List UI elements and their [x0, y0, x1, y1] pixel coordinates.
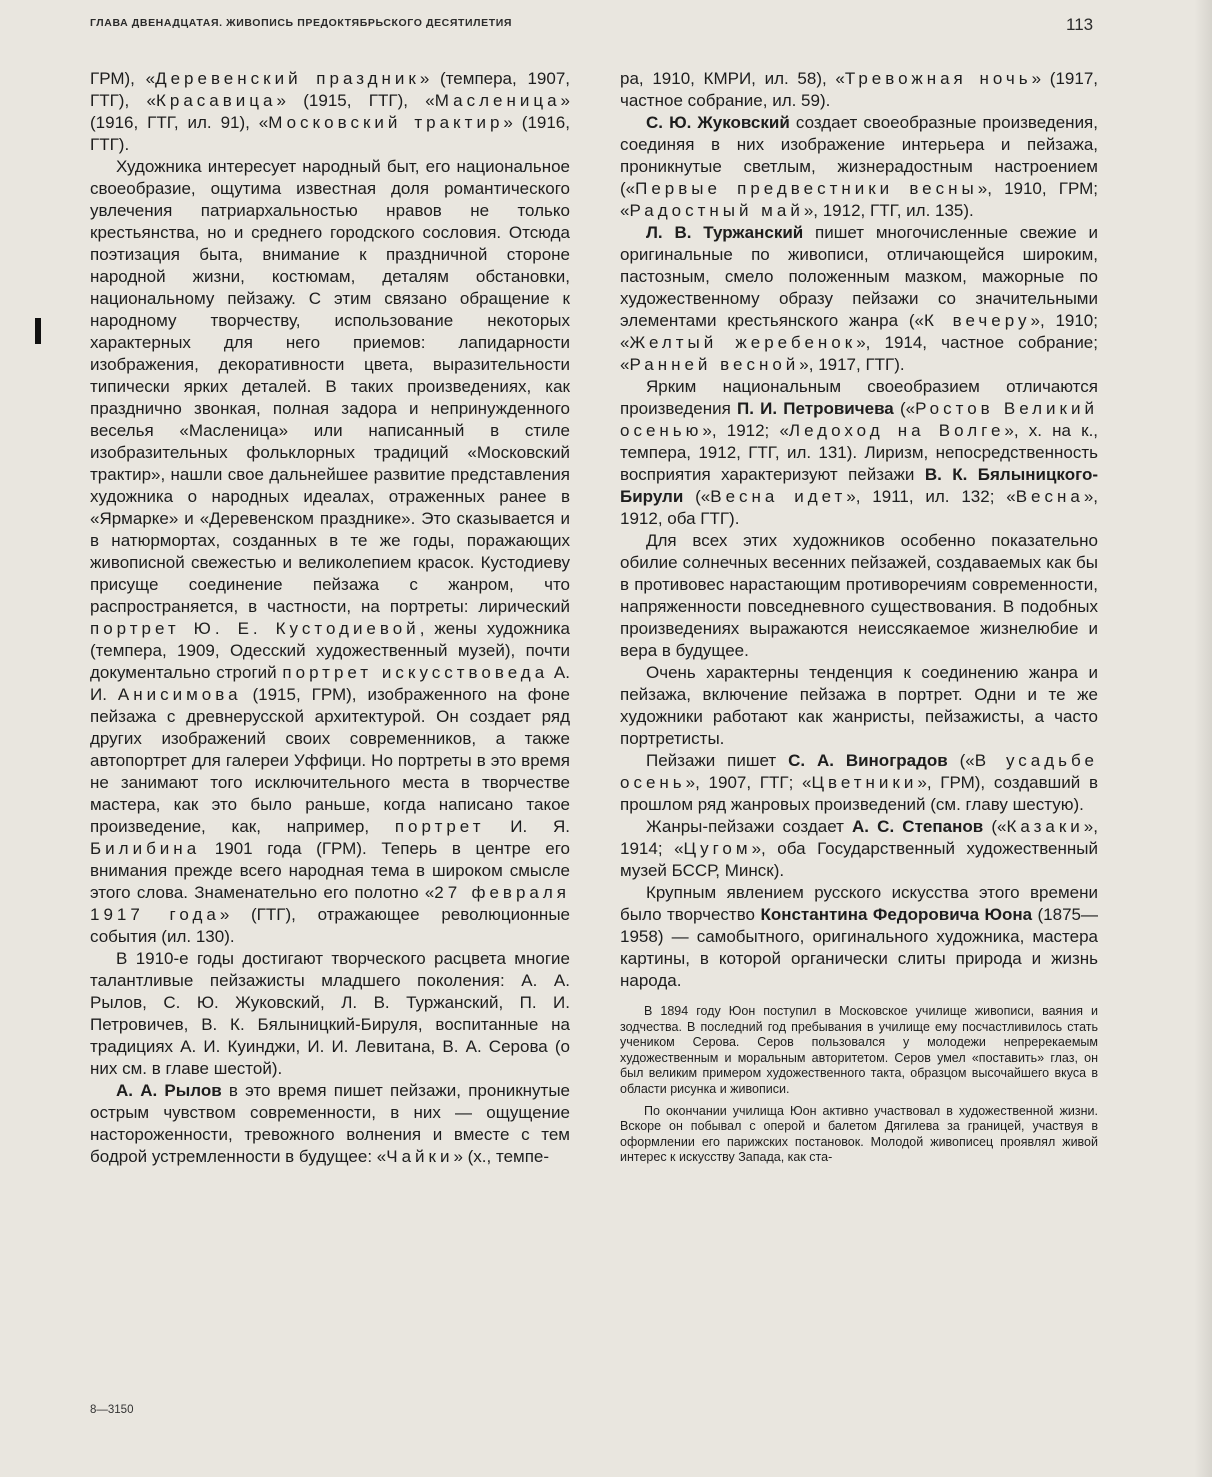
printer-signature: 8—3150 [90, 1404, 134, 1416]
paragraph: Пейзажи пишет С. А. Виноградов («В усадьбе осень», 1907, ГТГ; «Цветники», ГРМ), создавший в прошлом ряд жанровых произведений (см. главу шестую). [620, 751, 1099, 814]
artist-name: Л. В. Туржанский [646, 223, 804, 242]
page-fold-shadow [1194, 0, 1212, 1477]
artist-name: П. И. Петровичева [737, 399, 894, 418]
small-print-notes [620, 1004, 1098, 1166]
artist-name: С. Ю. Жуковский [646, 113, 790, 132]
artist-name: Константина Федоровича Юона [760, 905, 1033, 924]
right-column [620, 68, 1098, 1166]
paragraph: ГРМ), «Деревенский праздник» (темпера, 1907, ГТГ), «Красавица» (1915, ГТГ), «Масленица» (1916, ГТГ, ил. 91), «Московский трактир» (1916, ГТГ). [90, 69, 570, 154]
paragraph: Художника интересует народный быт, его национальное своеобразие, ощутима известная доля романтического увлечения патриархальностью нравов не только крестьянства, но и среднего городского сословия. Отсюда поэтизация быта, внимание к праздничной стороне народной жизни, костюмам, деталям обстановки, национальному пейзажу. С этим связано обращение к народному творчеству, использование некоторых характерных для него приемов: лапидарности изображения, декоративности цвета, выразительности типически ярких деталей. В таких произведениях, как празднично звонкая, полная задора и непринужденного веселья «Масленица» или написанный в стиле изобразительных фольклорных традиций «Московский трактир», нашли свое дальнейшее развитие представления художника о народных идеалах, отраженных ранее в «Ярмарке» и «Деревенском празднике». Это сказывается и в натюрмортах, созданных в те же годы, поражающих живописной свежестью и великолепием красок. Кустодиеву присуще соединение пейзажа с жанром, что распространяется, в частности, на портреты: лирический портрет Ю. Е. Кустодиевой, жены художника (темпера, 1909, Одесский художественный музей), почти документально строгий портрет искусствоведа А. И. Анисимова (1915, ГРМ), изображенного на фоне пейзажа с древнерусской архитектурой. Он создает ряд других изображений своих современников, а также автопортрет для галереи Уффици. Но портреты в это время не занимают того исключительного места в творчестве мастера, как это было раньше, когда написано такое произведение, как, например, портрет И. Я. Билибина 1901 года (ГРМ). Теперь в центре его внимания прежде всего народная тема в широком смысле этого слова. Знаменательно его полотно «27 февраля 1917 года» (ГТГ), отражающее революционные события (ил. 130). [90, 157, 570, 946]
note-paragraph: В 1894 году Юон поступил в Московское училище живописи, ваяния и зодчества. В последний год пребывания в училище ему посчастливилось стать учеником Серова. Серов пользовался у молодежи непререкаемым художественным и моральным авторитетом. Серов умел «поставить» глаз, он был великим примером художественного такта, образцом высочайшего вкуса в области рисунка и живописи. [620, 1004, 1098, 1096]
artist-name: А. С. Степанов [852, 817, 984, 836]
paragraph: С. Ю. Жуковский создает своеобразные произведения, соединяя в них изображение интерьера и пейзажа, проникнутые светлым, жизнерадостным настроением («Первые предвестники весны», 1910, ГРМ; «Радостный май», 1912, ГТГ, ил. 135). [620, 113, 1098, 220]
paragraph: ра, 1910, КМРИ, ил. 58), «Тревожная ночь» (1917, частное собрание, ил. 59). [620, 69, 1098, 110]
margin-mark [35, 318, 41, 344]
artist-name: С. А. Виноградов [788, 751, 948, 770]
page-number: 113 [1066, 15, 1094, 34]
paragraph: Жанры-пейзажи создает А. С. Степанов («Казаки», 1914; «Цугом», оба Государственный художественный музей БССР, Минск). [620, 817, 1098, 880]
artist-name: А. А. Рылов [116, 1081, 222, 1100]
left-column [90, 68, 570, 1168]
running-head: ГЛАВА ДВЕНАДЦАТАЯ. ЖИВОПИСЬ ПРЕДОКТЯБРЬСКОГО ДЕСЯТИЛЕТИЯ [90, 17, 513, 29]
paragraph: Крупным явлением русского искусства этого времени было творчество Константина Федоровича Юона (1875—1958) — самобытного, оригинального художника, мастера картины, в которой органически слиты природа и жизнь народа. [620, 883, 1098, 990]
paragraph: Для всех этих художников особенно показательно обилие солнечных весенних пейзажей, создаваемых как бы в противовес нарастающим противоречиям современности, напряженности повседневного существования. В подобных произведениях выражаются неиссякаемое жизнелюбие и вера в будущее. [620, 531, 1098, 660]
paragraph: А. А. Рылов в это время пишет пейзажи, проникнутые острым чувством современности, в них — ощущение настороженности, тревожного волнения и вместе с тем бодрой устремленности в будущее: «Чайки» (х., темпе- [90, 1081, 570, 1166]
paragraph: Л. В. Туржанский пишет многочисленные свежие и оригинальные по живописи, отличающейся широким, пастозным, смело положенным мазком, мажорные по художественному образу пейзажи со значительными элементами крестьянского жанра («К вечеру», 1910; «Желтый жеребенок», 1914, частное собрание; «Ранней весной», 1917, ГТГ). [620, 223, 1098, 374]
paragraph: Ярким национальным своеобразием отличаются произведения П. И. Петровичева («Ростов Великий осенью», 1912; «Ледоход на Волге», х. на к., темпера, 1912, ГТГ, ил. 131). Лиризм, непосредственность восприятия характеризуют пейзажи В. К. Бялыницкого-Бирули («Весна идет», 1911, ил. 132; «Весна», 1912, оба ГТГ). [620, 377, 1099, 528]
artist-name: В. К. Бялыницкого-Бирули [620, 465, 1098, 506]
note-paragraph: По окончании училища Юон активно участвовал в художественной жизни. Вскоре он побывал с оперой и балетом Дягилева за границей, участвуя в оформлении его парижских постановок. Молодой живописец проявлял живой интерес к искусству Запада, как ста- [620, 1103, 1098, 1165]
paragraph: В 1910-е годы достигают творческого расцвета многие талантливые пейзажисты младшего поколения: А. А. Рылов, С. Ю. Жуковский, Л. В. Туржанский, П. И. Петровичев, В. К. Бялыницкий-Бируля, воспитанные на традициях А. И. Куинджи, И. И. Левитана, В. А. Серова (о них см. в главе шестой). [90, 949, 570, 1078]
paragraph: Очень характерны тенденция к соединению жанра и пейзажа, включение пейзажа в портрет. Одни и те же художники работают как жанристы, пейзажисты, а часто портретисты. [620, 663, 1098, 748]
